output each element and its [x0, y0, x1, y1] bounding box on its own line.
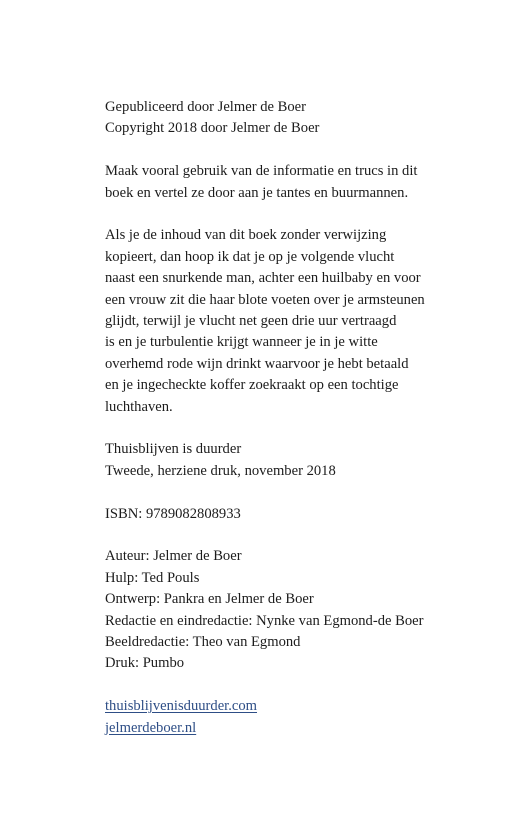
credit-editing: Redactie en eindredactie: Nynke van Egmond-de Boer	[105, 612, 424, 629]
warning-line: naast een snurkende man, achter een huilbaby en voor	[105, 270, 421, 287]
tips-line: Maak vooral gebruik van de informatie en trucs in dit	[105, 163, 418, 180]
publisher-line: Gepubliceerd door Jelmer de Boer	[105, 99, 306, 115]
warning-line: kopieert, dan hoop ik dat je op je volgende vlucht	[105, 248, 395, 265]
warning-line: overhemd rode wijn drinkt waarvoor je hebt betaald	[105, 355, 409, 372]
links-block	[105, 696, 435, 739]
isbn-line: ISBN: 9789082808933	[105, 505, 241, 522]
colophon-page	[105, 97, 435, 739]
copyright-line: Copyright 2018 door Jelmer de Boer	[105, 120, 320, 137]
book-title: Thuisblijven is duurder	[105, 441, 242, 458]
credit-print: Druk: Pumbo	[105, 655, 185, 672]
warning-line: luchthaven.	[105, 398, 173, 415]
warning-line: is en je turbulentie krijgt wanneer je in je witte	[105, 334, 378, 351]
publisher-block	[105, 97, 435, 140]
credit-image-editing: Beeldredactie: Theo van Egmond	[105, 634, 301, 651]
credit-design: Ontwerp: Pankra en Jelmer de Boer	[105, 591, 314, 608]
credit-author: Auteur: Jelmer de Boer	[105, 548, 242, 565]
credit-help: Hulp: Ted Pouls	[105, 569, 200, 586]
tips-paragraph	[105, 161, 435, 204]
edition-line: Tweede, herziene druk, november 2018	[105, 462, 336, 479]
website-link[interactable]: thuisblijvenisduurder.com	[105, 698, 258, 715]
credits-block	[105, 546, 435, 674]
warning-line: glijdt, terwijl je vlucht net geen drie uur vertraagd	[105, 313, 397, 330]
isbn-block	[105, 504, 435, 525]
warning-line: Als je de inhoud van dit boek zonder verwijzing	[105, 227, 387, 244]
tips-line: boek en vertel ze door aan je tantes en buurmannen.	[105, 184, 409, 201]
copy-warning-paragraph	[105, 225, 435, 418]
author-site-link[interactable]: jelmerdeboer.nl	[105, 719, 197, 736]
edition-block	[105, 439, 435, 482]
warning-line: een vrouw zit die haar blote voeten over je armsteunen	[105, 291, 425, 308]
warning-line: en je ingecheckte koffer zoekraakt op een tochtige	[105, 377, 399, 394]
